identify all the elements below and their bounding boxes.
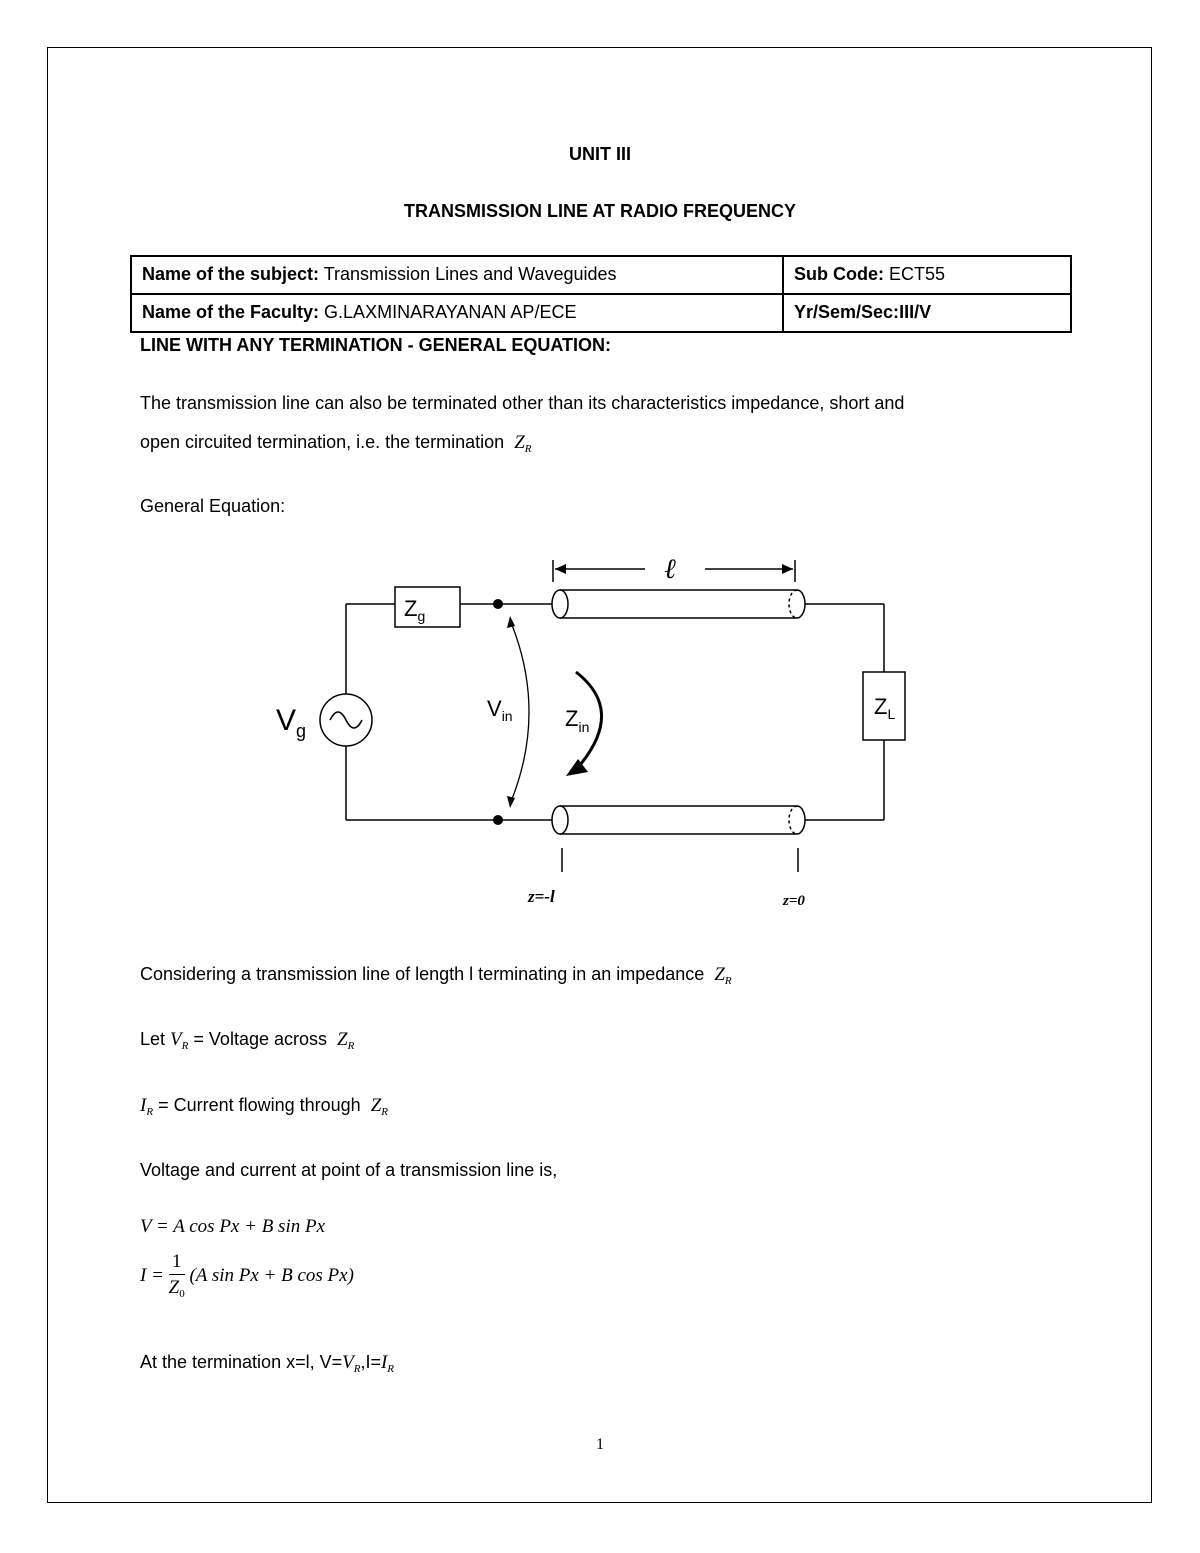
consider-line bbox=[140, 964, 732, 986]
subject-cell bbox=[131, 256, 783, 294]
let-text: Let bbox=[140, 1029, 166, 1049]
current-line bbox=[140, 1095, 388, 1117]
page-title: TRANSMISSION LINE AT RADIO FREQUENCY bbox=[403, 201, 796, 221]
termination-line bbox=[140, 1352, 394, 1374]
voltage-current-text: Voltage and current at point of a transmission line is, bbox=[140, 1160, 558, 1180]
subject-info-table bbox=[130, 255, 1072, 333]
terminal-dot bbox=[493, 599, 503, 609]
zin-label: $Z_{in}$ bbox=[565, 706, 590, 735]
general-equation-label: General Equation: bbox=[140, 496, 286, 516]
zr-symbol: $Z_R$ bbox=[514, 432, 532, 455]
zr-symbol: $Z_R$ bbox=[714, 964, 732, 987]
lower-conductor bbox=[552, 806, 805, 834]
section-heading: LINE WITH ANY TERMINATION - GENERAL EQUATION: bbox=[140, 335, 611, 355]
transmission-line-diagram bbox=[270, 552, 920, 912]
current-through-text: = Current flowing through bbox=[158, 1095, 361, 1115]
terminal-dot bbox=[493, 815, 503, 825]
paragraph-line-2 bbox=[140, 432, 532, 454]
fraction bbox=[169, 1250, 185, 1303]
yrsem-value: III/V bbox=[899, 301, 932, 322]
current-equation bbox=[140, 1250, 354, 1303]
eq-i-lhs: I = bbox=[140, 1264, 164, 1286]
consider-text: Considering a transmission line of length l terminating in an impedance bbox=[140, 964, 705, 984]
termination-mid: ,I= bbox=[360, 1352, 381, 1372]
page-number: 1 bbox=[596, 1436, 604, 1453]
z-left-label: z=-l bbox=[528, 887, 555, 906]
vr-symbol: $V_R$ bbox=[170, 1029, 189, 1052]
termination-text: At the termination x=l, V= bbox=[140, 1352, 343, 1372]
yrsem-cell bbox=[783, 294, 1071, 332]
zg-label: $Z_g$ bbox=[404, 596, 426, 624]
ir-symbol: $I_R$ bbox=[380, 1352, 395, 1375]
subcode-label: Sub Code: bbox=[794, 263, 884, 284]
z-right-label: z=0 bbox=[783, 893, 805, 909]
vin-label: $V_{in}$ bbox=[487, 696, 513, 724]
faculty-cell bbox=[131, 294, 783, 332]
subcode-cell bbox=[783, 256, 1071, 294]
table-row bbox=[131, 294, 1071, 332]
paragraph-line-1: The transmission line can also be terminated other than its characteristics impedance, short and bbox=[140, 393, 905, 413]
zl-label: $Z_L$ bbox=[874, 694, 896, 722]
zr-symbol: $Z_R$ bbox=[370, 1095, 389, 1118]
vr-symbol: $V_R$ bbox=[342, 1352, 361, 1375]
vg-label: $V_g$ bbox=[276, 704, 307, 741]
subcode-value: ECT55 bbox=[889, 263, 946, 284]
fraction-denominator: $Z_0$ bbox=[168, 1277, 185, 1300]
voltage-across-text: = Voltage across bbox=[193, 1029, 327, 1049]
subject-value: Transmission Lines and Waveguides bbox=[323, 263, 617, 284]
fraction-numerator: 1 bbox=[169, 1250, 185, 1275]
let-line bbox=[140, 1029, 354, 1051]
unit-title: UNIT III bbox=[569, 144, 631, 164]
upper-conductor bbox=[552, 590, 805, 618]
zr-symbol: $Z_R$ bbox=[337, 1029, 355, 1052]
voltage-equation: V = A cos Px + B sin Px bbox=[140, 1216, 326, 1237]
faculty-label: Name of the Faculty: bbox=[142, 301, 320, 322]
subject-label: Name of the subject: bbox=[142, 263, 320, 284]
length-label: ℓ bbox=[664, 554, 676, 585]
faculty-value: G.LAXMINARAYANAN AP/ECE bbox=[324, 301, 577, 322]
table-row bbox=[131, 256, 1071, 294]
eq-i-rhs: (A sin Px + B cos Px) bbox=[189, 1264, 354, 1286]
ir-symbol: $I_R$ bbox=[140, 1095, 154, 1118]
yrsem-label: Yr/Sem/Sec: bbox=[794, 301, 900, 322]
paragraph-text: open circuited termination, i.e. the termination bbox=[140, 432, 505, 452]
